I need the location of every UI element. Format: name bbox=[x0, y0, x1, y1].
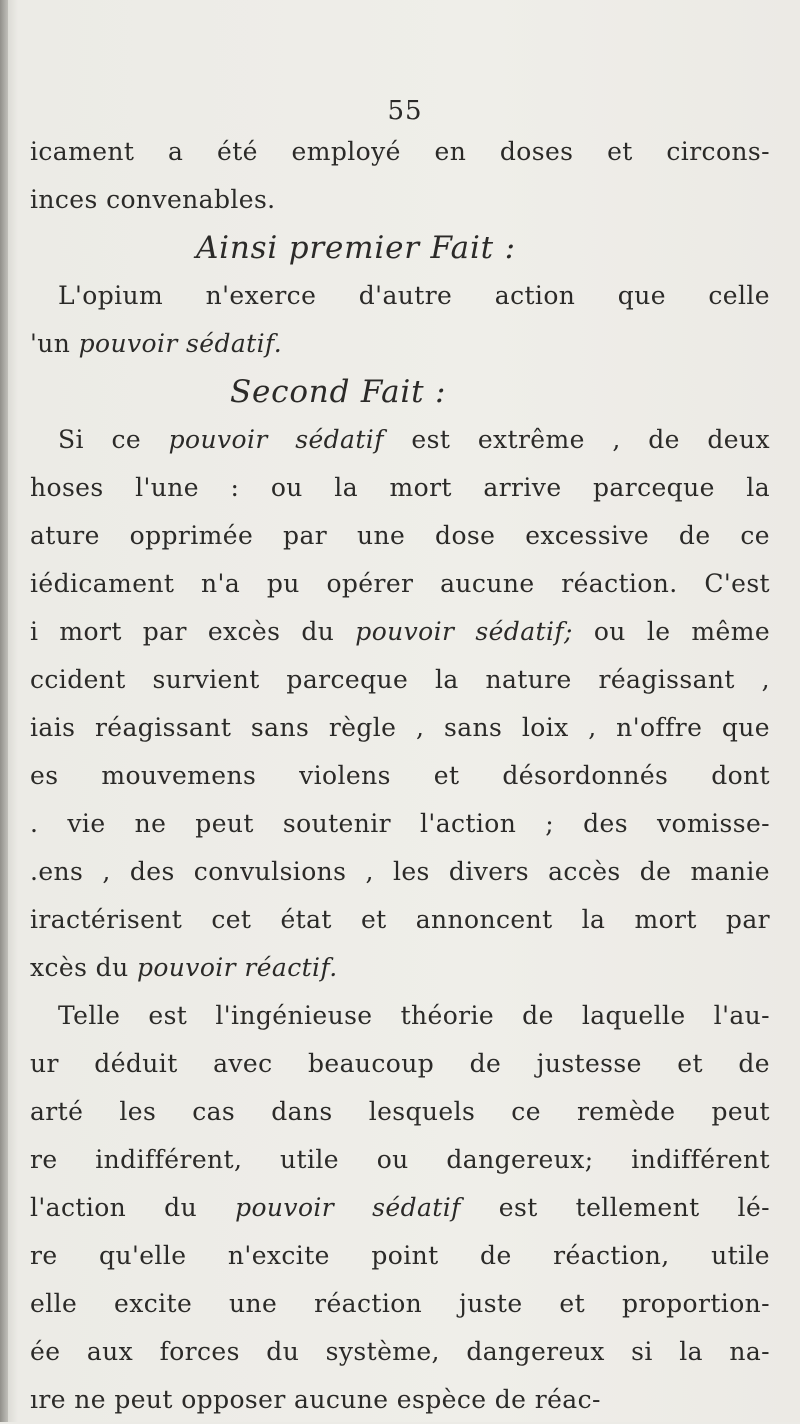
text-run: Telle est l'ingénieuse théorie de laquelle l'au- bbox=[58, 1001, 770, 1030]
text-run: xcès du bbox=[30, 953, 137, 982]
text-line bbox=[0, 992, 770, 1040]
text-line bbox=[0, 320, 770, 368]
text-run: i mort par excès du bbox=[30, 617, 356, 646]
body-text bbox=[0, 128, 800, 1424]
text-line bbox=[0, 1280, 770, 1328]
text-line bbox=[0, 128, 770, 176]
text-run: ccident survient parceque la nature réagissant , bbox=[30, 665, 770, 694]
text-line bbox=[0, 800, 770, 848]
text-line bbox=[0, 896, 770, 944]
text-run: arté les cas dans lesquels ce remède peut bbox=[30, 1097, 770, 1126]
text-line bbox=[0, 656, 770, 704]
text-line bbox=[0, 1184, 770, 1232]
text-run: .ens , des convulsions , les divers accès de manie bbox=[30, 857, 770, 886]
text-run: re qu'elle n'excite point de réaction, utile bbox=[30, 1241, 770, 1270]
text-run: L'opium n'exerce d'autre action que celle bbox=[58, 281, 770, 310]
text-run: est tellement lé- bbox=[460, 1193, 770, 1222]
text-run: iractérisent cet état et annoncent la mort par bbox=[30, 905, 770, 934]
text-line bbox=[0, 272, 770, 320]
text-line bbox=[0, 944, 770, 992]
text-run: Si ce bbox=[58, 425, 169, 454]
text-line bbox=[0, 848, 770, 896]
text-run: hoses l'une : ou la mort arrive parceque la bbox=[30, 473, 770, 502]
text-run: icament a été employé en doses et circons- bbox=[30, 137, 770, 166]
italic-phrase: pouvoir sédatif; bbox=[355, 617, 573, 646]
text-line bbox=[0, 1328, 770, 1376]
text-run: es mouvemens violens et désordonnés dont bbox=[30, 761, 770, 790]
text-line bbox=[0, 464, 770, 512]
text-line bbox=[0, 1040, 770, 1088]
text-run: ature opprimée par une dose excessive de ce bbox=[30, 521, 770, 550]
text-run: inces convenables. bbox=[30, 185, 276, 214]
text-run: ou le même bbox=[572, 617, 771, 646]
italic-phrase: pouvoir sédatif bbox=[168, 425, 384, 454]
italic-phrase: pouvoir sédatif. bbox=[78, 329, 283, 358]
page-number: 55 bbox=[387, 96, 423, 126]
text-run: 'un bbox=[30, 329, 79, 358]
text-line bbox=[0, 704, 770, 752]
text-line bbox=[0, 512, 770, 560]
text-run: ıre ne peut opposer aucune espèce de réac- bbox=[30, 1385, 601, 1414]
text-line bbox=[0, 608, 770, 656]
text-line bbox=[0, 416, 770, 464]
text-run: ée aux forces du système, dangereux si la na- bbox=[30, 1337, 770, 1366]
text-line bbox=[0, 1376, 770, 1424]
text-run: . vie ne peut soutenir l'action ; des vomisse- bbox=[30, 809, 770, 838]
text-line bbox=[0, 560, 770, 608]
text-run: ur déduit avec beaucoup de justesse et de bbox=[30, 1049, 770, 1078]
section-heading: Ainsi premier Fait : bbox=[196, 230, 516, 266]
text-run: iais réagissant sans règle , sans loix , n'offre que bbox=[30, 713, 770, 742]
text-run: l'action du bbox=[30, 1193, 236, 1222]
text-run: elle excite une réaction juste et proportion- bbox=[30, 1289, 770, 1318]
text-line bbox=[0, 1088, 770, 1136]
text-run: re indifférent, utile ou dangereux; indifférent bbox=[30, 1145, 770, 1174]
section-heading: Second Fait : bbox=[230, 374, 447, 410]
text-line bbox=[0, 752, 770, 800]
text-run: iédicament n'a pu opérer aucune réaction. C'est bbox=[30, 569, 770, 598]
italic-phrase: pouvoir sédatif bbox=[235, 1193, 461, 1222]
text-line bbox=[0, 1232, 770, 1280]
italic-phrase: pouvoir réactif. bbox=[136, 953, 338, 982]
text-line bbox=[0, 176, 770, 224]
text-line bbox=[0, 1136, 770, 1184]
text-run: est extrême , de deux bbox=[383, 425, 770, 454]
